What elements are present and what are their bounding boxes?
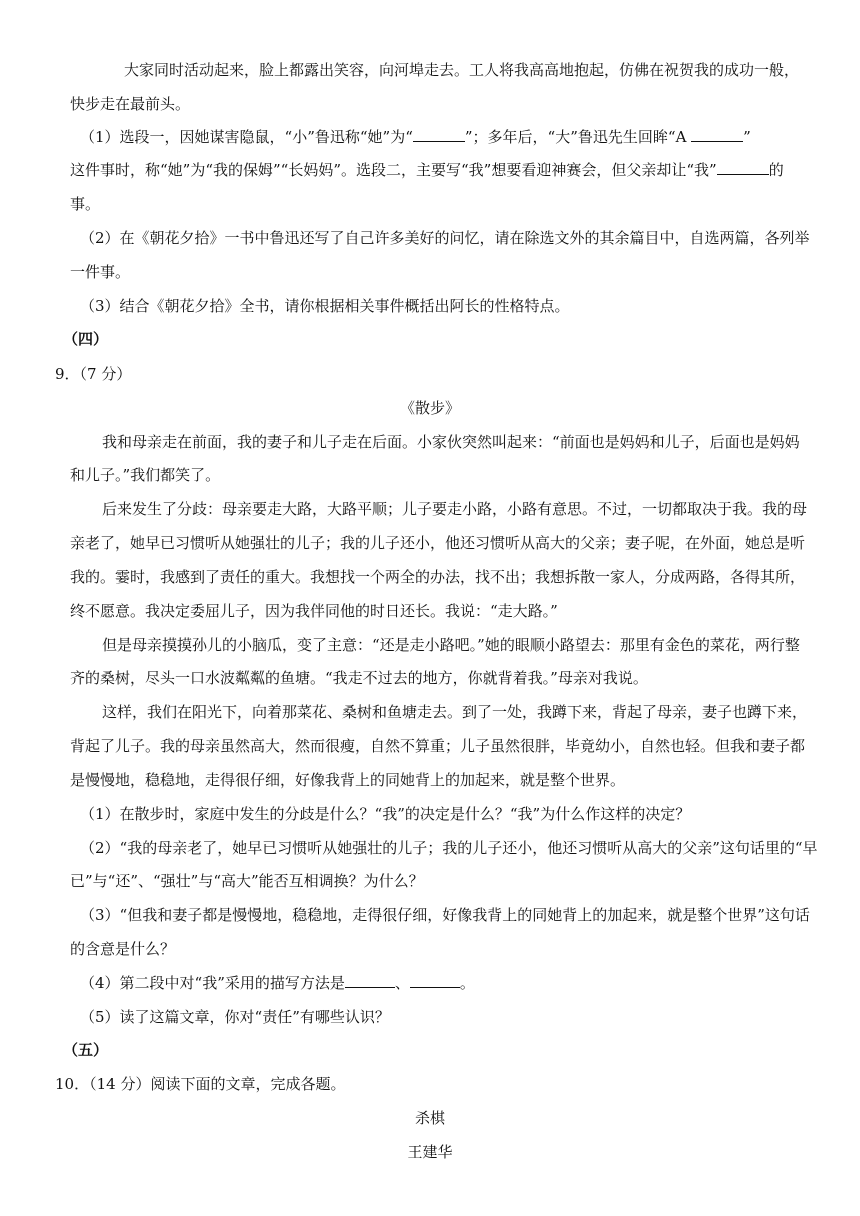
sanbu-p1-line-1: 我和母亲走在前面，我的妻子和儿子走在后面。小家伙突然叫起来：“前面也是妈妈和儿子，后面也是妈妈 [102, 433, 800, 451]
q9-2-line-2: 已”与“还”、“强壮”与“高大”能否互相调换？为什么？ [70, 872, 424, 890]
passage-end-line-2: 快步走在最前头。 [70, 95, 191, 113]
q8-1-line-1 [80, 127, 751, 147]
passage-author: 王建华 [407, 1143, 453, 1161]
answer-blank[interactable] [717, 160, 769, 175]
section-5-label: （五） [63, 1041, 109, 1059]
q9-4 [80, 973, 475, 993]
answer-blank[interactable] [410, 973, 460, 988]
q8-1-line-2 [70, 160, 784, 180]
sanbu-p4-line-1: 这样，我们在阳光下，向着那菜花、桑树和鱼塘走去。到了一处，我蹲下来，背起了母亲，妻子也蹲下来， [102, 703, 808, 721]
q8-1-text-b: ”；多年后，“大”鲁迅先生回眸“A [464, 128, 692, 146]
q8-2-line-1: （2）在《朝花夕拾》一书中鲁迅还写了自己许多美好的问忆，请在除选文外的其余篇目中，自选两篇，各列举 [80, 229, 810, 247]
q9-4-sep: 、 [394, 974, 410, 992]
section-4-label: （四） [63, 330, 109, 348]
q9-1: （1）在散步时，家庭中发生的分歧是什么？“我”的决定是什么？“我”为什么作这样的决定？ [80, 805, 691, 823]
passage-end-line-1: 大家同时活动起来，脸上都露出笑容，向河埠走去。工人将我高高地抱起，仿佛在祝贺我的成功一般， [124, 61, 800, 79]
sanbu-p4-line-2: 背起了儿子。我的母亲虽然高大，然而很瘦，自然不算重；儿子虽然很胖，毕竟幼小，自然也轻。但我和妻子都 [70, 737, 806, 755]
sanbu-p2-line-1: 后来发生了分歧：母亲要走大路，大路平顺；儿子要走小路，小路有意思。不过，一切都取决于我。我的母 [102, 500, 808, 518]
q9-3-line-1: （3）“但我和妻子都是慢慢地，稳稳地，走得很仔细，好像我背上的同她背上的加起来，就是整个世界”这句话 [80, 906, 810, 924]
q8-1-line2-text: 这件事时，称“她”为“我的保姆”“长妈妈”。选段二，主要写“我”想要看迎神赛会，但父亲却让“我” [70, 161, 717, 179]
question-9-number: 9．（7 分） [55, 365, 132, 383]
q8-2-line-2: 一件事。 [70, 263, 131, 281]
q8-3: （3）结合《朝花夕拾》全书，请你根据相关事件概括出阿长的性格特点。 [80, 297, 570, 315]
sanbu-p3-line-2: 齐的桑树，尽头一口水波粼粼的鱼塘。“我走不过去的地方，你就背着我。”母亲对我说。 [70, 669, 648, 687]
sanbu-p3-line-1: 但是母亲摸摸孙儿的小脑瓜，变了主意：“还是走小路吧。”她的眼顺小路望去：那里有金色的菜花，两行整 [102, 636, 800, 654]
question-10-number: 10．（14 分）阅读下面的文章，完成各题。 [55, 1075, 346, 1093]
answer-blank[interactable] [413, 127, 465, 142]
q9-2-line-1: （2）“我的母亲老了，她早已习惯听从她强壮的儿子；我的儿子还小，他还习惯听从高大的父亲”这句话里的“早 [80, 839, 818, 857]
sanbu-p2-line-4: 终不愿意。我决定委屈儿子，因为我伴同他的时日还长。我说：“走大路。” [70, 602, 558, 620]
passage-title-sanbu: 《散步》 [399, 399, 460, 417]
answer-blank[interactable] [345, 973, 395, 988]
q8-1-text-a: （1）选段一，因她谋害隐鼠，“小”鲁迅称“她”为“ [80, 128, 413, 146]
sanbu-p2-line-2: 亲老了，她早已习惯听从她强壮的儿子；我的儿子还小，他还习惯听从高大的父亲；妻子呢，在外面，她总是听 [70, 534, 806, 552]
sanbu-p4-line-3: 是慢慢地，稳稳地，走得很仔细，好像我背上的同她背上的加起来，就是整个世界。 [70, 771, 626, 789]
q9-5: （5）读了这篇文章，你对“责任”有哪些认识？ [80, 1008, 390, 1026]
sanbu-p1-line-2: 和儿子。”我们都笑了。 [70, 466, 221, 484]
sanbu-p2-line-3: 我的。霎时，我感到了责任的重大。我想找一个两全的办法，找不出；我想拆散一家人，分成两路，各得其所， [70, 568, 806, 586]
q9-4-end: 。 [459, 974, 475, 992]
answer-blank[interactable] [691, 127, 743, 142]
q8-1-text-c: ” [743, 128, 751, 146]
passage-title-shaqi: 杀棋 [414, 1109, 445, 1127]
q8-1-line2-end: 的 [768, 161, 784, 179]
q8-1-line-3: 事。 [70, 195, 101, 213]
q9-4-text: （4）第二段中对“我”采用的描写方法是 [80, 974, 345, 992]
q9-3-line-2: 的含意是什么？ [70, 940, 176, 958]
